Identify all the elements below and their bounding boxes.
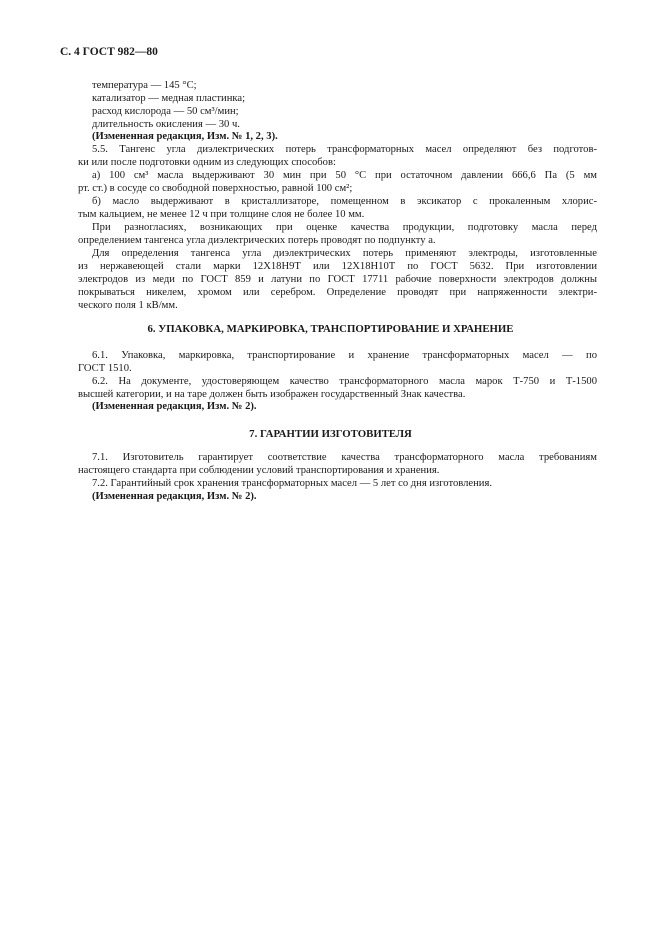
text-line: 6.2. На документе, удостоверяющем качество трансформаторного масла марок Т-750 и Т-1500 bbox=[92, 376, 597, 387]
text-line: покрываться никелем, хромом или серебром. Определение проводят при напряженности электри- bbox=[78, 287, 597, 298]
text-line: высшей категории, и на таре должен быть изображен государственный Знак качества. bbox=[78, 389, 466, 400]
text-line: из нержавеющей стали марки 12Х18Н9Т или 12Х18Н10Т по ГОСТ 5632. При изготовлении bbox=[78, 261, 597, 272]
text-line: определением тангенса угла диэлектрических потерь проводят по подпункту а. bbox=[78, 235, 436, 246]
text-line: При разногласиях, возникающих при оценке качества продукции, подготовку масла перед bbox=[92, 222, 597, 233]
text-line: 7.1. Изготовитель гарантирует соответствие качества трансформаторного масла требованиям bbox=[92, 452, 597, 463]
text-line: расход кислорода — 50 см³/мин; bbox=[92, 106, 239, 117]
text-line: ки или после подготовки одним из следующих способов: bbox=[78, 157, 336, 168]
text-line: а) 100 см³ масла выдерживают 30 мин при 50 °С при остаточном давлении 666,6 Па (5 мм bbox=[92, 170, 597, 181]
text-line: Для определения тангенса угла диэлектрических потерь применяют электроды, изготовленные bbox=[92, 248, 597, 259]
page-header: С. 4 ГОСТ 982—80 bbox=[60, 46, 158, 58]
amendment-note: (Измененная редакция, Изм. № 1, 2, 3). bbox=[92, 131, 278, 142]
text-line: температура — 145 °С; bbox=[92, 80, 197, 91]
text-line: тым кальцием, не менее 12 ч при толщине слоя не более 10 мм. bbox=[78, 209, 365, 220]
text-line: б) масло выдерживают в кристаллизаторе, помещенном в эксикатор с прокаленным хлорис- bbox=[92, 196, 597, 207]
text-line: настоящего стандарта при соблюдении условий транспортирования и хранения. bbox=[78, 465, 440, 476]
text-line: 5.5. Тангенс угла диэлектрических потерь трансформаторных масел определяют без подготов- bbox=[92, 144, 597, 155]
amendment-note: (Измененная редакция, Изм. № 2). bbox=[92, 491, 257, 502]
section-7-title: 7. ГАРАНТИИ ИЗГОТОВИТЕЛЯ bbox=[249, 428, 412, 440]
section-6-title: 6. УПАКОВКА, МАРКИРОВКА, ТРАНСПОРТИРОВАНИЕ И ХРАНЕНИЕ bbox=[147, 323, 514, 335]
text-line: катализатор — медная пластинка; bbox=[92, 93, 246, 104]
text-line: 6.1. Упаковка, маркировка, транспортирование и хранение трансформаторных масел — по bbox=[92, 350, 597, 361]
text-line: ГОСТ 1510. bbox=[78, 363, 132, 374]
text-line: ческого поля 1 кВ/мм. bbox=[78, 300, 178, 311]
text-line: рт. ст.) в сосуде со свободной поверхностью, равной 100 см²; bbox=[78, 183, 353, 194]
text-line: длительность окисления — 30 ч. bbox=[92, 119, 240, 130]
amendment-note: (Измененная редакция, Изм. № 2). bbox=[92, 401, 257, 412]
text-line: электродов из меди по ГОСТ 859 и латуни по ГОСТ 17711 рабочие поверхности электродов должны bbox=[78, 274, 597, 285]
text-line: 7.2. Гарантийный срок хранения трансформаторных масел — 5 лет со дня изготовления. bbox=[92, 478, 492, 489]
